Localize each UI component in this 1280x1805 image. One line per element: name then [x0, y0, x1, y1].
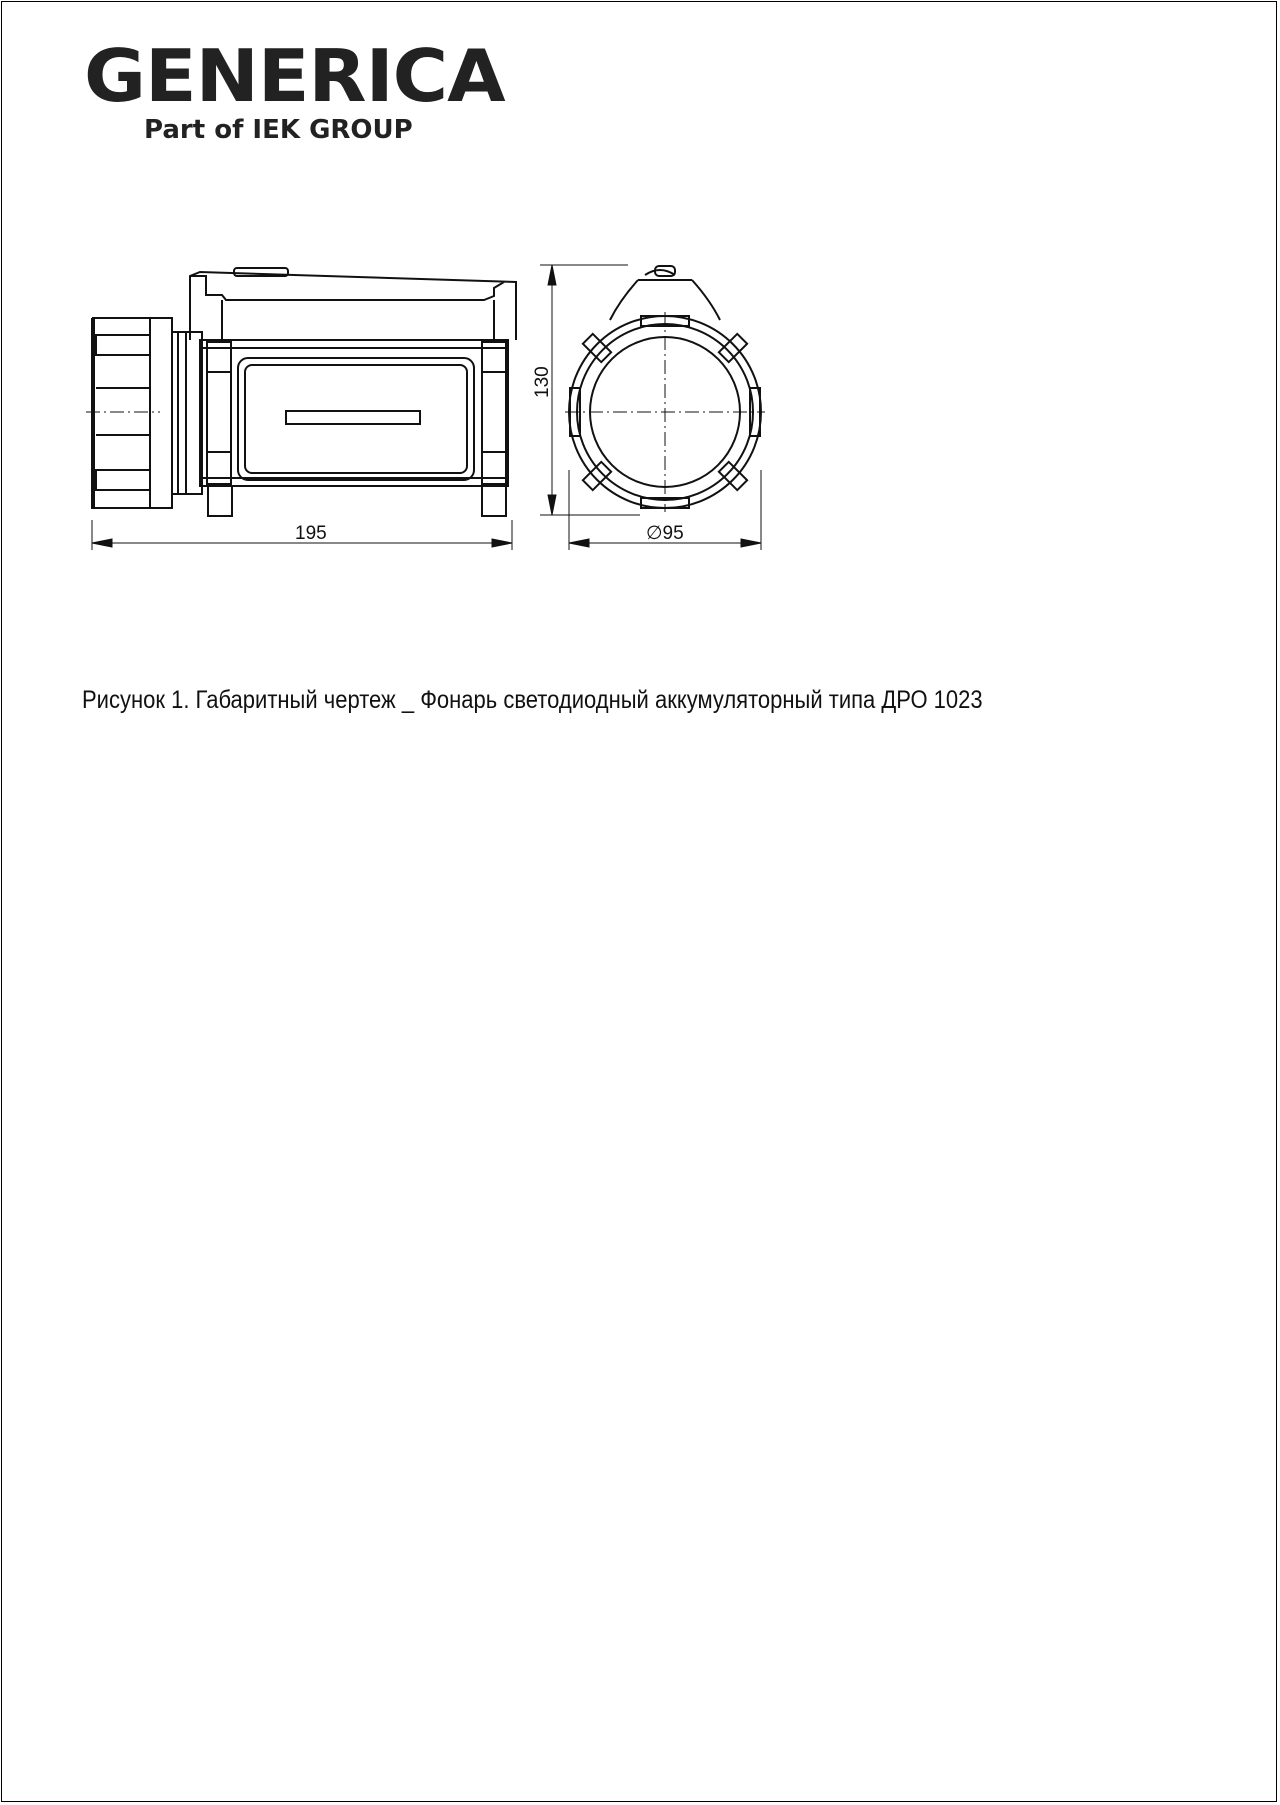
figure-caption: Рисунок 1. Габаритный чертеж _ Фонарь светодиодный аккумуляторный типа ДРО 1023: [82, 686, 983, 714]
lens-bezel: [94, 318, 150, 508]
dim-diameter-label: ∅95: [646, 523, 684, 544]
dim-height-label: 130: [532, 366, 553, 398]
side-panel: [238, 358, 474, 480]
logo-brand: GENERICA: [84, 34, 505, 118]
handle: [190, 272, 516, 340]
indicator-slot: [286, 411, 420, 424]
dim-length-label: 195: [295, 523, 327, 544]
side-view: [92, 268, 516, 516]
dimensional-drawing: [0, 0, 1280, 760]
logo-tagline: Part of IEK GROUP: [144, 115, 413, 145]
body-outline: [200, 340, 508, 486]
center-lines: [565, 312, 765, 512]
